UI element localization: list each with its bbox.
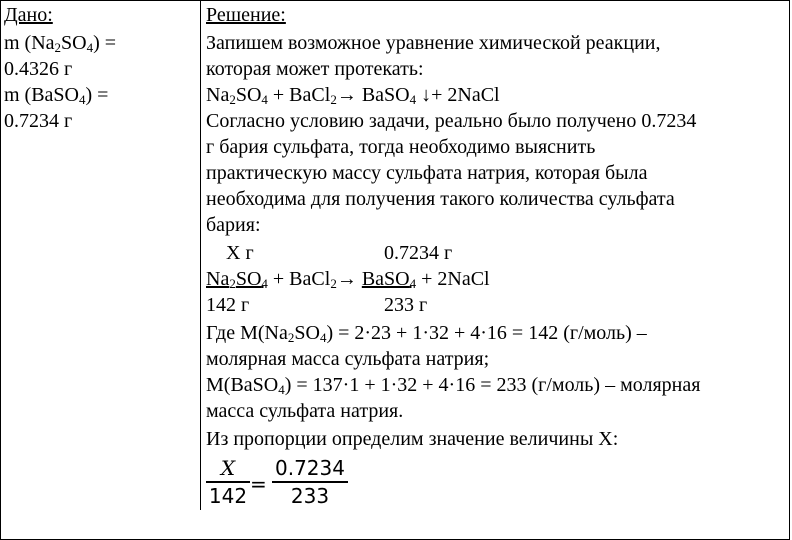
solution-text-line: Согласно условию задачи, реально было получено 0.7234 [206,110,697,132]
solution-header: Решение: [206,4,286,26]
above-reactant-mass: X г [226,242,254,264]
column-divider [200,0,201,510]
given-header: Дано: [4,4,53,26]
fraction-numerator: X [220,456,236,480]
fraction-x-over-142 [206,455,250,509]
molar-mass-na2so4-calc: Где $M(Na_2SO_4) = 2\cdot 23 + 1\cdot 32 + 4\cdot 16 = 142$ (г/моль) – [206,322,647,345]
given-mass-baso4-value: 0.7234 г [4,110,73,132]
given-mass-na2so4-label: m $(Na_2SO_4)$ = [4,32,117,55]
given-mass-baso4-label: m (BaSO$_4$) = [4,84,109,107]
solution-text-line: Запишем возможное уравнение химической реакции, [206,32,661,54]
solution-text-line: бария: [206,214,261,236]
solution-text-line: молярная масса сульфата натрия; [206,348,490,370]
solution-text-line: г бария сульфата, тогда необходимо выяснить [206,136,596,158]
fraction-denominator: 233 [290,484,330,508]
solution-text-line: необходима для получения такого количества сульфата [206,188,675,210]
molar-mass-baso4-calc: M(BaSO$_4$) = 137·1 + 1·32 + 4·16 = 233 (г/моль) – молярная [206,374,701,397]
reaction-equation-annotated: $Na_2SO_4$ + BaCl$_2$→ BaSO$_4$ + 2NaCl [206,268,490,291]
solution-text-line: масса сульфата натрия. [206,400,404,422]
given-mass-na2so4-value: 0.4326 г [4,58,73,80]
fraction-0-7234-over-233 [272,455,348,509]
fraction-denominator: 142 [208,484,248,508]
proportion-intro: Из пропорции определим значение величины X: [206,428,619,450]
below-product-molar-mass: 233 г [384,294,428,316]
fraction-numerator: 0.7234 [275,456,345,480]
above-product-mass: 0.7234 г [384,242,453,264]
reaction-equation: $Na_2SO_4$ + BaCl$_2$→ BaSO$_4$ ↓+ 2NaCl [206,84,500,107]
solution-text-line: практическую массу сульфата натрия, которая была [206,162,648,184]
below-reactant-molar-mass: 142 г [206,294,250,316]
solution-text-line: которая может протекать: [206,58,424,80]
equals-sign: = [250,472,267,496]
